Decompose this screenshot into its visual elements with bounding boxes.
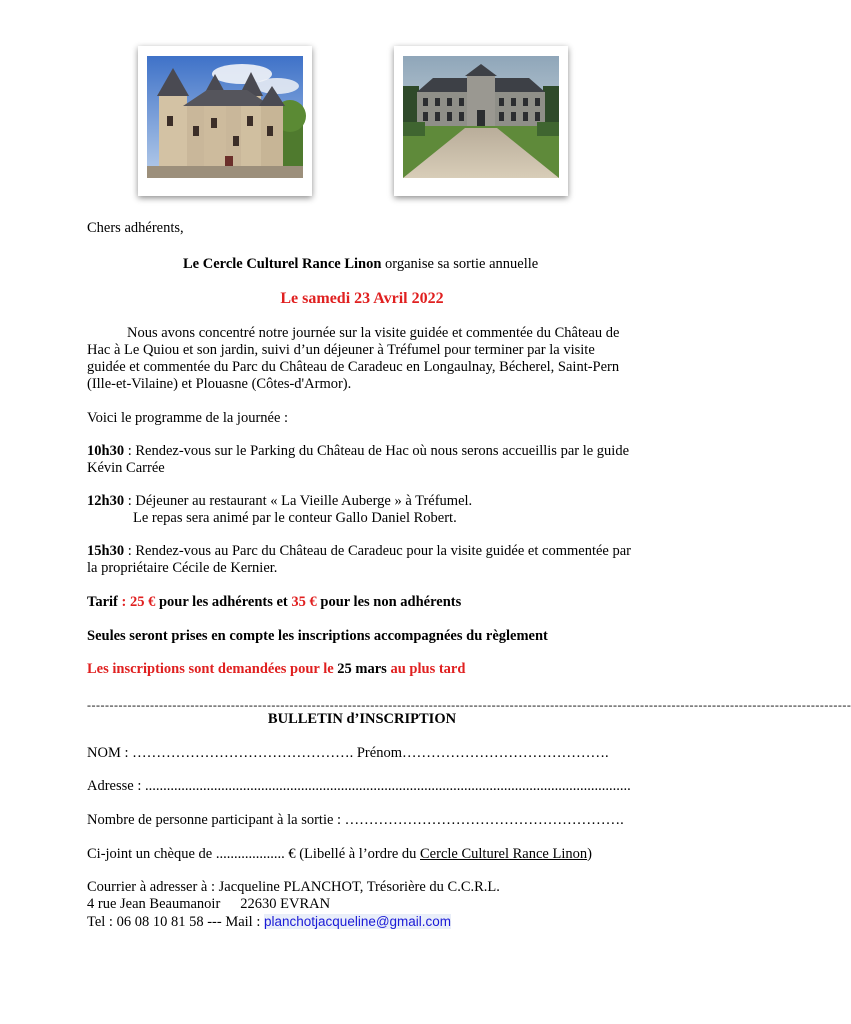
deadline-line (87, 661, 465, 678)
schedule-time: 15h30 (87, 543, 125, 559)
tarif-line (87, 594, 461, 611)
cheque-line (87, 846, 592, 863)
price-member: 25 € (129, 594, 156, 610)
cut-line-separator: -------------------------------------------------------------------------------------------------------------------------------------------------------------------------- (87, 698, 851, 712)
intro-line (183, 256, 538, 273)
street: 4 rue Jean Beaumanoir (87, 896, 221, 912)
paragraph-line: Nous avons concentré notre journée sur la visite guidée et commentée du Château de (127, 325, 620, 341)
paragraph-line: guidée et commentée du Parc du Château de Caradeuc en Longaulnay, Bécherel, Saint-Pern (87, 359, 620, 375)
cheque-text[interactable]: Ci-joint un chèque de ................... € (Libellé à l’ordre du (87, 846, 421, 862)
chateau-de-hac-image (147, 56, 303, 178)
cheque-payee: Cercle Culturel Rance Linon (420, 846, 588, 862)
chateau-de-caradeuc-image (403, 56, 559, 178)
chateau-de-hac-photo (138, 46, 312, 196)
deadline-before: Les inscriptions sont demandées pour le (87, 661, 338, 677)
organization-name: Le Cercle Culturel Rance Linon (183, 256, 382, 272)
programme-intro: Voici le programme de la journée : (87, 410, 289, 426)
cheque-close: ) (587, 846, 592, 862)
address-line (87, 896, 330, 913)
schedule-text: : Rendez-vous sur le Parking du Château de Hac où nous serons accueillis par le guide (124, 443, 630, 459)
city: 22630 EVRAN (240, 896, 331, 912)
tarif-member-text: pour les adhérents et (155, 594, 292, 610)
schedule-text: : Rendez-vous au Parc du Château de Caradeuc pour la visite guidée et commentée par (124, 543, 631, 559)
paragraph-line: (Ille-et-Vilaine) et Plouasne (Côtes-d'Armor). (87, 376, 352, 392)
event-date-heading: Le samedi 23 Avril 2022 (280, 290, 444, 307)
tel-mail-prefix: Tel : 06 08 10 81 58 --- Mail : (87, 914, 264, 930)
schedule-text-continued: Le repas sera animé par le conteur Gallo Daniel Robert. (133, 510, 457, 526)
greeting: Chers adhérents, (87, 220, 184, 236)
email-link[interactable]: planchotjacqueline@gmail.com (264, 914, 452, 929)
deadline-date: 25 mars (337, 661, 387, 677)
adresse-field[interactable]: Adresse : ...................................................................................................................................... (87, 778, 631, 794)
nom-prenom-field[interactable]: NOM : ………………………………………. Prénom……………………………………. (87, 745, 609, 761)
tel-mail-line (87, 913, 451, 931)
schedule-text-continued: la propriétaire Cécile de Kernier. (87, 560, 278, 576)
chateau-de-caradeuc-photo (394, 46, 568, 196)
price-non-member: 35 € (291, 594, 317, 610)
payment-notice: Seules seront prises en compte les inscriptions accompagnées du règlement (87, 628, 548, 644)
schedule-text-continued: Kévin Carrée (87, 460, 165, 476)
deadline-after: au plus tard (386, 661, 466, 677)
tarif-separator: : (117, 594, 130, 610)
schedule-time: 10h30 (87, 443, 125, 459)
tarif-non-member-text: pour les non adhérents (316, 594, 462, 610)
tarif-label: Tarif (87, 594, 118, 610)
schedule-time: 12h30 (87, 493, 125, 509)
paragraph-line: Hac à Le Quiou et son jardin, suivi d’un déjeuner à Tréfumel pour terminer par la visite (87, 342, 595, 358)
form-title: BULLETIN d’INSCRIPTION (267, 711, 457, 727)
schedule-item-1030 (87, 443, 629, 460)
schedule-item-1230 (87, 493, 472, 510)
intro-rest: organise sa sortie annuelle (381, 256, 539, 272)
schedule-item-1530 (87, 543, 631, 560)
schedule-text: : Déjeuner au restaurant « La Vieille Auberge » à Tréfumel. (124, 493, 473, 509)
mail-to-line: Courrier à adresser à : Jacqueline PLANCHOT, Trésorière du C.C.R.L. (87, 879, 500, 895)
participants-field[interactable]: Nombre de personne participant à la sortie : …………………………………………………. (87, 812, 624, 828)
